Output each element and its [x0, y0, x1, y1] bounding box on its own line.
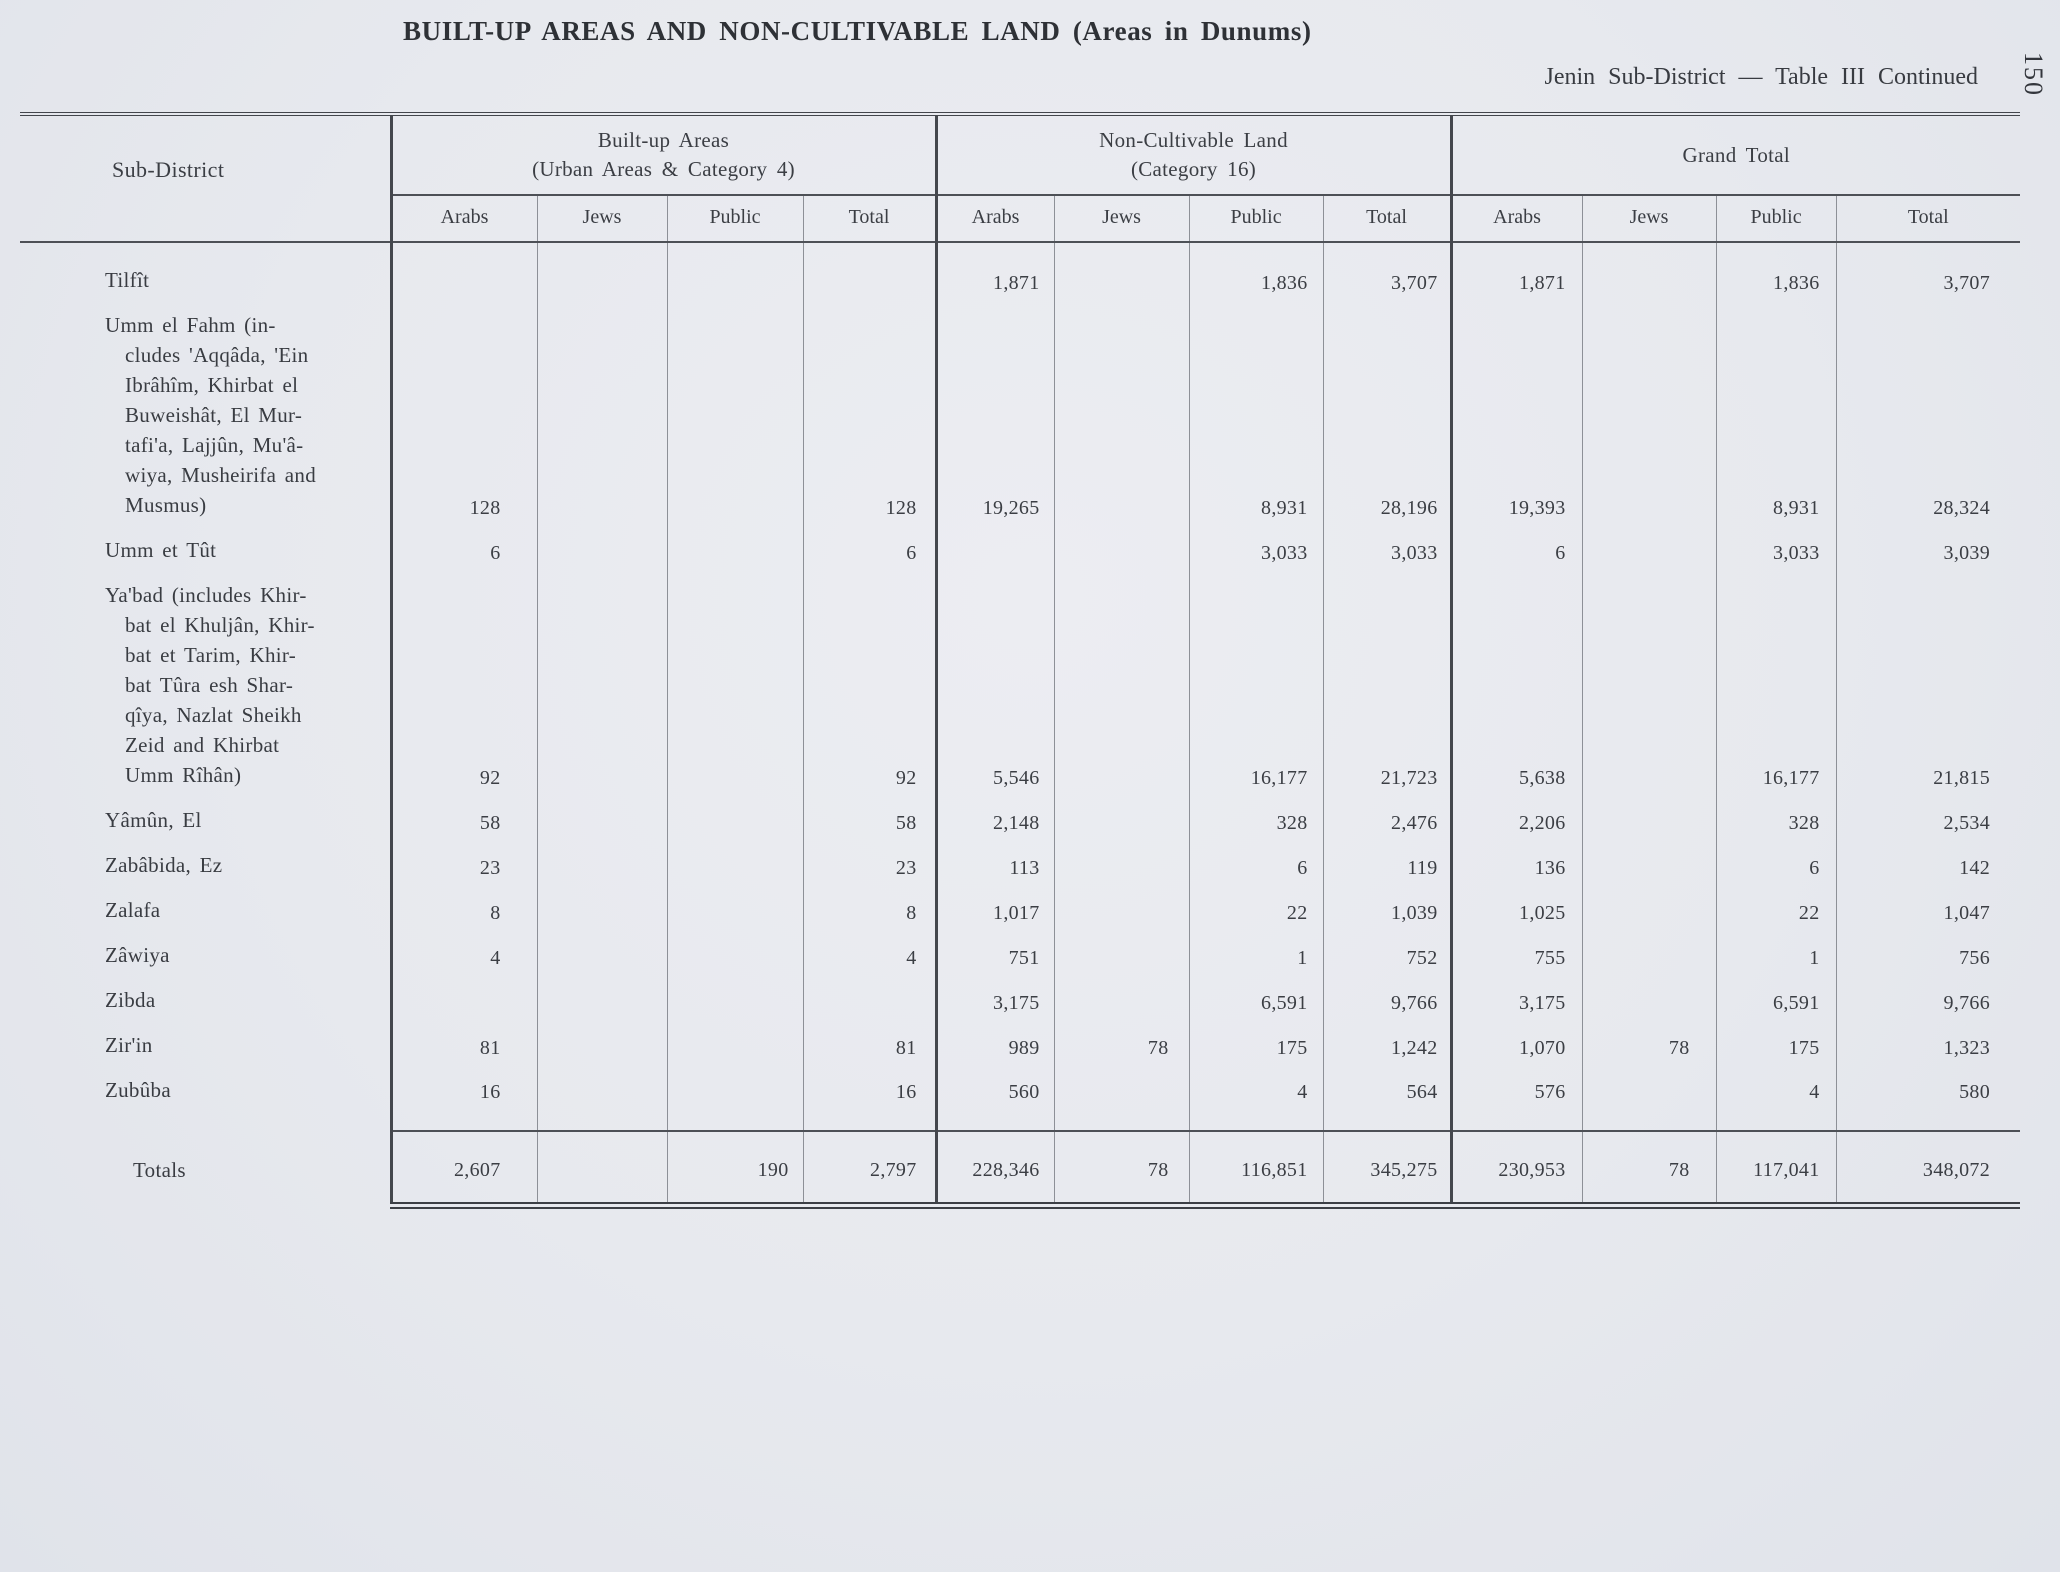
cell-value [667, 1064, 803, 1131]
cell-value: 752 [1323, 929, 1451, 974]
cell-value [537, 974, 667, 1019]
table-row [20, 569, 2020, 794]
cell-value: 128 [803, 299, 936, 524]
cell-value: 58 [391, 794, 537, 839]
group-title-line2: (Urban Areas & Category 4) [532, 157, 795, 181]
cell-value: 228,346 [936, 1131, 1054, 1205]
table-row [20, 839, 2020, 884]
group-title-line2: (Category 16) [1130, 157, 1257, 181]
cell-value: 6,591 [1189, 974, 1323, 1019]
cell-value: 117,041 [1716, 1131, 1836, 1205]
table-row [20, 1064, 2020, 1131]
table-body [20, 242, 2020, 1205]
cell-value: 21,815 [1836, 569, 2020, 794]
cell-value: 23 [391, 839, 537, 884]
cell-value: 4 [1189, 1064, 1323, 1131]
cell-value: 1,836 [1189, 242, 1323, 299]
cell-value: 230,953 [1451, 1131, 1582, 1205]
cell-value: 23 [803, 839, 936, 884]
subdistrict-name: Zibda [105, 988, 156, 1012]
cell-value: 92 [391, 569, 537, 794]
cell-value: 2,797 [803, 1131, 936, 1205]
cell-value [537, 569, 667, 794]
cell-value: 5,546 [936, 569, 1054, 794]
header-nc-public: Public [1189, 195, 1323, 242]
subdistrict-name: Yâmûn, El [105, 808, 202, 832]
cell-value [1582, 839, 1716, 884]
cell-value: 8,931 [1189, 299, 1323, 524]
cell-value: 9,766 [1836, 974, 2020, 1019]
cell-value: 116,851 [1189, 1131, 1323, 1205]
cell-value: 1,242 [1323, 1019, 1451, 1064]
cell-value: 2,206 [1451, 794, 1582, 839]
cell-value: 92 [803, 569, 936, 794]
cell-value: 6 [391, 524, 537, 569]
cell-value [1054, 299, 1189, 524]
cell-value: 22 [1716, 884, 1836, 929]
cell-value: 19,265 [936, 299, 1054, 524]
cell-value: 3,039 [1836, 524, 2020, 569]
cell-value: 3,707 [1323, 242, 1451, 299]
cell-value: 28,196 [1323, 299, 1451, 524]
table-row [20, 1019, 2020, 1064]
cell-value: 175 [1716, 1019, 1836, 1064]
cell-value: 564 [1323, 1064, 1451, 1131]
cell-value: 5,638 [1451, 569, 1582, 794]
cell-value [1054, 242, 1189, 299]
cell-value: 16 [391, 1064, 537, 1131]
cell-value [1582, 242, 1716, 299]
cell-value: 1,047 [1836, 884, 2020, 929]
subdistrict-name: Umm et Tût [105, 538, 217, 562]
cell-value [936, 524, 1054, 569]
cell-value [391, 242, 537, 299]
page-subtitle: Jenin Sub-District — Table III Continued [1544, 64, 1978, 90]
cell-value: 58 [803, 794, 936, 839]
header-group-builtup [391, 114, 936, 195]
subdistrict-name: Umm el Fahm (in- cludes 'Aqqâda, 'Ein Ibrâhîm, Khirbat el Buweishât, El Mur- tafi'a, Lajjûn, Mu'â- wiya, Musheirifa and Musmus) [105, 313, 317, 517]
table-row [20, 884, 2020, 929]
cell-value: 21,723 [1323, 569, 1451, 794]
cell-value [667, 242, 803, 299]
cell-value: 1,836 [1716, 242, 1836, 299]
header-nc-jews: Jews [1054, 195, 1189, 242]
cell-value: 1,017 [936, 884, 1054, 929]
header-gt-arabs: Arabs [1451, 195, 1582, 242]
cell-subdistrict [20, 884, 391, 929]
cell-value [667, 929, 803, 974]
cell-value [1054, 569, 1189, 794]
cell-value: 348,072 [1836, 1131, 2020, 1205]
cell-value: 78 [1054, 1131, 1189, 1205]
cell-value [1582, 794, 1716, 839]
cell-value [537, 839, 667, 884]
cell-value [1582, 929, 1716, 974]
cell-value: 190 [667, 1131, 803, 1205]
header-bu-arabs: Arabs [391, 195, 537, 242]
cell-value: 756 [1836, 929, 2020, 974]
cell-value: 3,033 [1716, 524, 1836, 569]
cell-value [667, 569, 803, 794]
cell-value [803, 974, 936, 1019]
cell-value [667, 1019, 803, 1064]
cell-value [1054, 929, 1189, 974]
cell-value [667, 524, 803, 569]
totals-row [20, 1131, 2020, 1205]
header-gt-public: Public [1716, 195, 1836, 242]
cell-value [537, 299, 667, 524]
cell-value: 8 [803, 884, 936, 929]
group-header-row [20, 114, 2020, 195]
cell-value: 328 [1716, 794, 1836, 839]
cell-value: 78 [1054, 1019, 1189, 1064]
cell-value [1054, 974, 1189, 1019]
cell-value [537, 1064, 667, 1131]
cell-value [537, 524, 667, 569]
cell-value [1582, 524, 1716, 569]
cell-value: 142 [1836, 839, 2020, 884]
cell-value [537, 884, 667, 929]
cell-value [1054, 794, 1189, 839]
cell-value: 136 [1451, 839, 1582, 884]
cell-value [537, 242, 667, 299]
cell-value: 1,070 [1451, 1019, 1582, 1064]
cell-value [1582, 299, 1716, 524]
cell-value [1582, 974, 1716, 1019]
cell-subdistrict [20, 1064, 391, 1131]
cell-value: 6 [1189, 839, 1323, 884]
subdistrict-name: Zubûba [105, 1078, 171, 1102]
table-row [20, 974, 2020, 1019]
cell-value: 1 [1189, 929, 1323, 974]
cell-value [537, 929, 667, 974]
table-row [20, 242, 2020, 299]
cell-subdistrict [20, 524, 391, 569]
cell-value: 6 [1451, 524, 1582, 569]
cell-subdistrict [20, 929, 391, 974]
cell-value: 1,871 [1451, 242, 1582, 299]
cell-value: 328 [1189, 794, 1323, 839]
cell-value: 2,607 [391, 1131, 537, 1205]
cell-value: 2,534 [1836, 794, 2020, 839]
cell-value: 1,871 [936, 242, 1054, 299]
cell-subdistrict [20, 299, 391, 524]
cell-value: 4 [1716, 1064, 1836, 1131]
cell-subdistrict [20, 569, 391, 794]
subdistrict-name: Zabâbida, Ez [105, 853, 223, 877]
cell-value: 16,177 [1189, 569, 1323, 794]
cell-value [537, 1019, 667, 1064]
subdistrict-name: Tilfît [105, 268, 150, 292]
cell-value: 3,175 [1451, 974, 1582, 1019]
cell-value: 8,931 [1716, 299, 1836, 524]
cell-value: 113 [936, 839, 1054, 884]
cell-value: 78 [1582, 1019, 1716, 1064]
cell-value: 755 [1451, 929, 1582, 974]
table-row [20, 299, 2020, 524]
cell-value: 576 [1451, 1064, 1582, 1131]
cell-value [1582, 569, 1716, 794]
cell-value: 1,323 [1836, 1019, 2020, 1064]
subdistrict-name: Totals [133, 1158, 186, 1182]
cell-value: 2,148 [936, 794, 1054, 839]
cell-subdistrict [20, 1019, 391, 1064]
cell-value [667, 794, 803, 839]
header-gt-jews: Jews [1582, 195, 1716, 242]
cell-value: 560 [936, 1064, 1054, 1131]
cell-value: 19,393 [1451, 299, 1582, 524]
header-group-noncultivable [936, 114, 1451, 195]
cell-value: 989 [936, 1019, 1054, 1064]
cell-value [1054, 524, 1189, 569]
cell-value: 6 [1716, 839, 1836, 884]
header-nc-arabs: Arabs [936, 195, 1054, 242]
cell-subdistrict [20, 794, 391, 839]
group-title-line1: Built-up Areas [597, 128, 730, 152]
subdistrict-name: Zir'in [105, 1033, 153, 1057]
cell-value: 3,033 [1323, 524, 1451, 569]
cell-subdistrict [20, 839, 391, 884]
cell-value [1582, 884, 1716, 929]
header-subdistrict: Sub-District [20, 114, 391, 242]
cell-subdistrict [20, 974, 391, 1019]
cell-value: 3,707 [1836, 242, 2020, 299]
cell-value: 6 [803, 524, 936, 569]
cell-value: 16 [803, 1064, 936, 1131]
cell-value: 4 [391, 929, 537, 974]
cell-value: 16,177 [1716, 569, 1836, 794]
group-title-line1: Grand Total [1682, 142, 1791, 167]
cell-value: 4 [803, 929, 936, 974]
header-group-grandtotal [1451, 114, 2020, 195]
cell-value: 8 [391, 884, 537, 929]
cell-value: 3,175 [936, 974, 1054, 1019]
cell-value: 751 [936, 929, 1054, 974]
cell-value: 81 [391, 1019, 537, 1064]
cell-value: 128 [391, 299, 537, 524]
table-row [20, 794, 2020, 839]
cell-value [667, 839, 803, 884]
header-bu-jews: Jews [537, 195, 667, 242]
cell-value [667, 299, 803, 524]
cell-value: 9,766 [1323, 974, 1451, 1019]
cell-value [1054, 884, 1189, 929]
cell-value [1054, 839, 1189, 884]
subdistrict-name: Zalafa [105, 898, 161, 922]
cell-value [803, 242, 936, 299]
cell-value: 6,591 [1716, 974, 1836, 1019]
cell-value [537, 1131, 667, 1205]
cell-value: 175 [1189, 1019, 1323, 1064]
cell-value [1054, 1064, 1189, 1131]
land-area-table [20, 112, 2020, 1209]
cell-subdistrict [20, 1131, 391, 1205]
cell-value: 1,039 [1323, 884, 1451, 929]
header-bu-public: Public [667, 195, 803, 242]
cell-value: 1,025 [1451, 884, 1582, 929]
cell-value [667, 974, 803, 1019]
table-row [20, 524, 2020, 569]
cell-value: 81 [803, 1019, 936, 1064]
group-title-line1: Non-Cultivable Land [1099, 128, 1288, 152]
cell-subdistrict [20, 242, 391, 299]
subdistrict-name: Zâwiya [105, 943, 170, 967]
header-bu-total: Total [803, 195, 936, 242]
cell-value [667, 884, 803, 929]
page-number: 150 [2019, 52, 2048, 97]
header-nc-total: Total [1323, 195, 1451, 242]
cell-value [537, 794, 667, 839]
cell-value: 28,324 [1836, 299, 2020, 524]
cell-value: 78 [1582, 1131, 1716, 1205]
cell-value: 22 [1189, 884, 1323, 929]
cell-value [391, 974, 537, 1019]
cell-value: 119 [1323, 839, 1451, 884]
page-title: BUILT-UP AREAS AND NON-CULTIVABLE LAND (Areas in Dunums) [403, 16, 1312, 46]
cell-value [1582, 1064, 1716, 1131]
cell-value: 580 [1836, 1064, 2020, 1131]
header-gt-total: Total [1836, 195, 2020, 242]
cell-value: 1 [1716, 929, 1836, 974]
subdistrict-name: Ya'bad (includes Khir- bat el Khuljân, Khir- bat et Tarim, Khir- bat Tûra esh Shar- qîya, Nazlat Sheikh Zeid and Khirbat Umm Rîhân) [105, 583, 315, 787]
cell-value: 2,476 [1323, 794, 1451, 839]
cell-value: 345,275 [1323, 1131, 1451, 1205]
cell-value: 3,033 [1189, 524, 1323, 569]
table-row [20, 929, 2020, 974]
